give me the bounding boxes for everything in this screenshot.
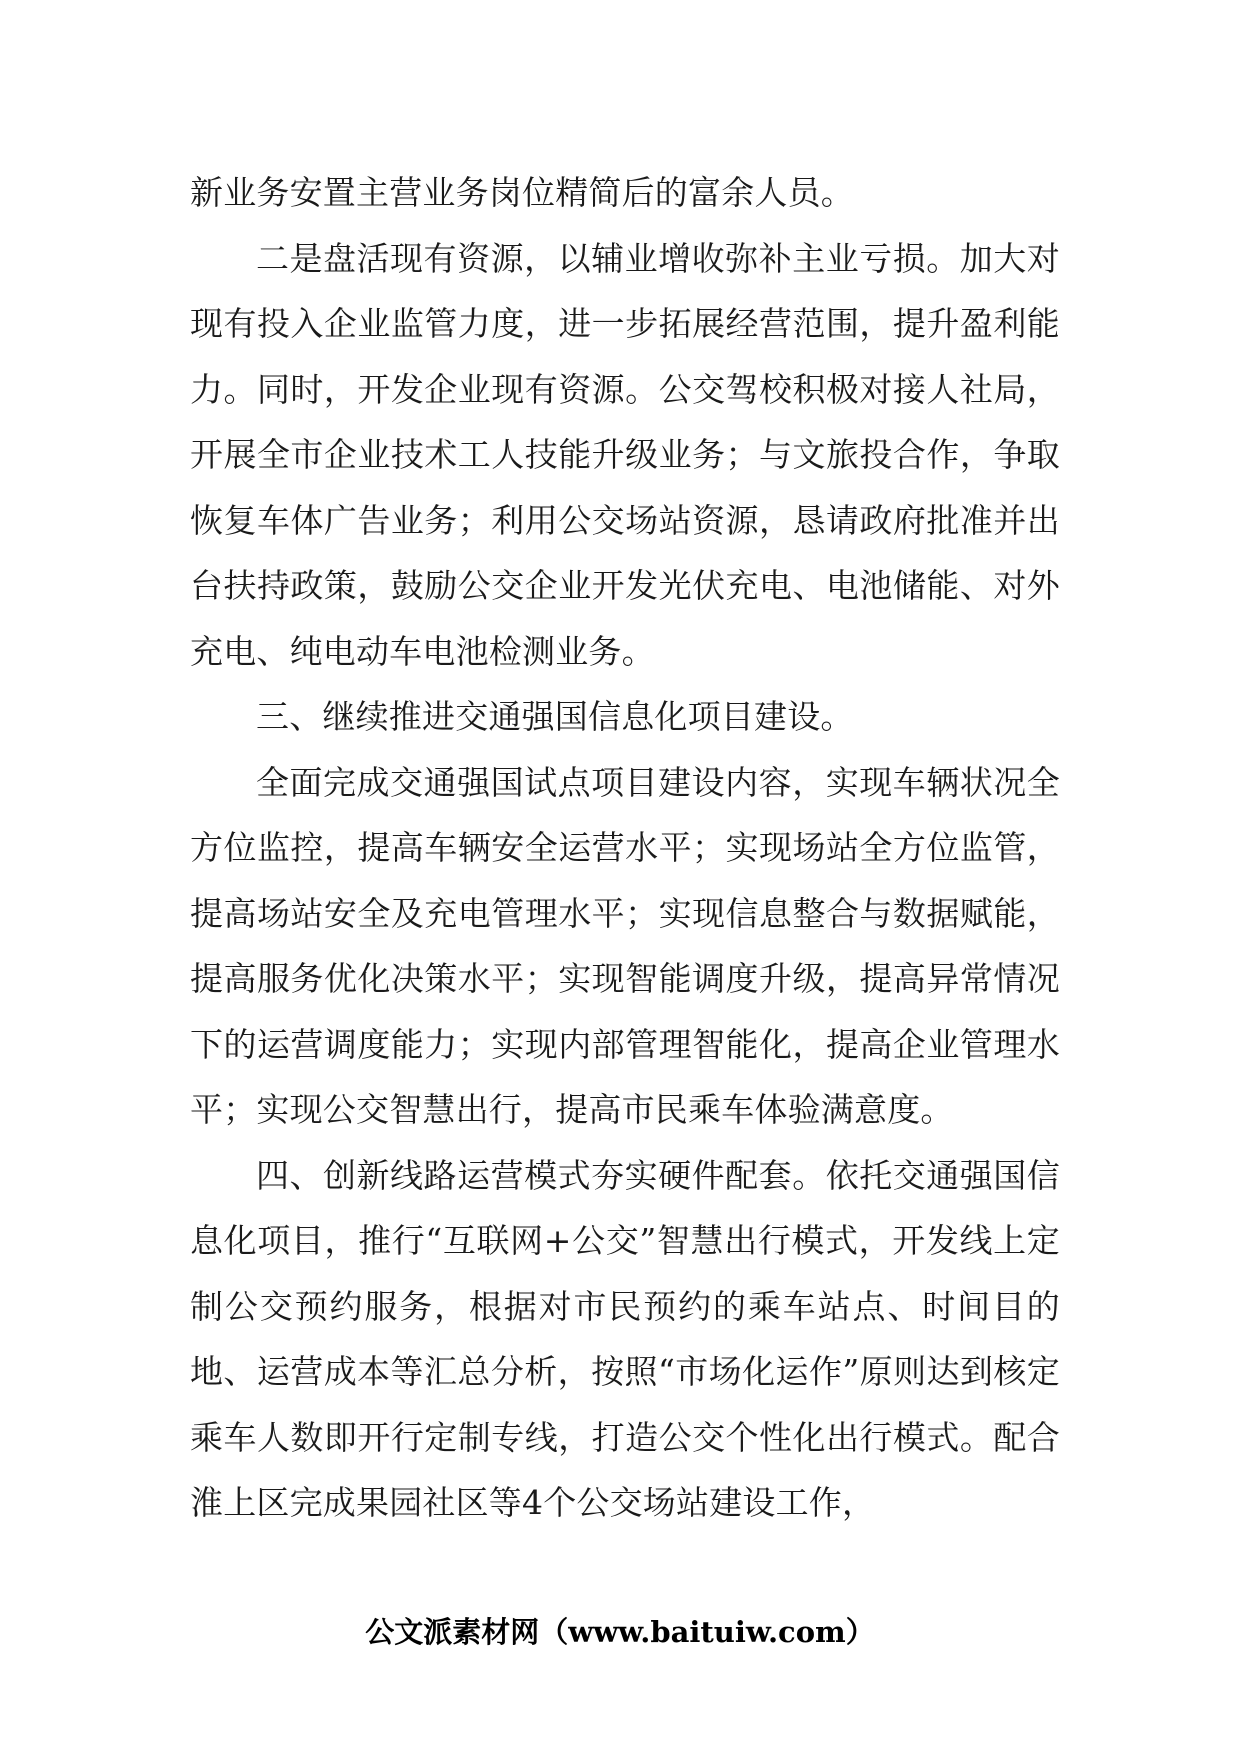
paragraph-2: 二是盘活现有资源，以辅业增收弥补主业亏损。加大对现有投入企业监管力度，进一步拓展经营范围，提升盈利能力。同时，开发企业现有资源。公交驾校积极对接人社局，开展全市企业技术工人技能升级业务；与文旅投合作，争取恢复车体广告业务；利用公交场站资源，恳请政府批准并出台扶持政策，鼓励公交企业开发光伏充电、电池储能、对外充电、纯电动车电池检测业务。 [190, 238, 1060, 671]
paragraph-5: 四、创新线路运营模式夯实硬件配套。依托交通强国信息化项目，推行“互联网+公交”智慧出行模式，开发线上定制公交预约服务，根据对市民预约的乘车站点、时间目的地、运营成本等汇总分析，按照“市场化运作”原则达到核定乘车人数即开行定制专线，打造公交个性化出行模式。配合淮上区完成果园社区等4个公交场站建设工作， [190, 1155, 1060, 1522]
paragraph-4: 全面完成交通强国试点项目建设内容，实现车辆状况全方位监控，提高车辆安全运营水平；实现场站全方位监管，提高场站安全及充电管理水平；实现信息整合与数据赋能，提高服务优化决策水平；实现智能调度升级，提高异常情况下的运营调度能力；实现内部管理智能化，提高企业管理水平；实现公交智慧出行，提高市民乘车体验满意度。 [190, 762, 1060, 1129]
paragraph-3-heading: 三、继续推进交通强国信息化项目建设。 [256, 697, 854, 736]
paragraph-1: 新业务安置主营业务岗位精简后的富余人员。 [190, 173, 854, 212]
footer-watermark: 公文派素材网（www.baituiw.com） [365, 1615, 875, 1649]
body-text [190, 160, 1060, 1536]
